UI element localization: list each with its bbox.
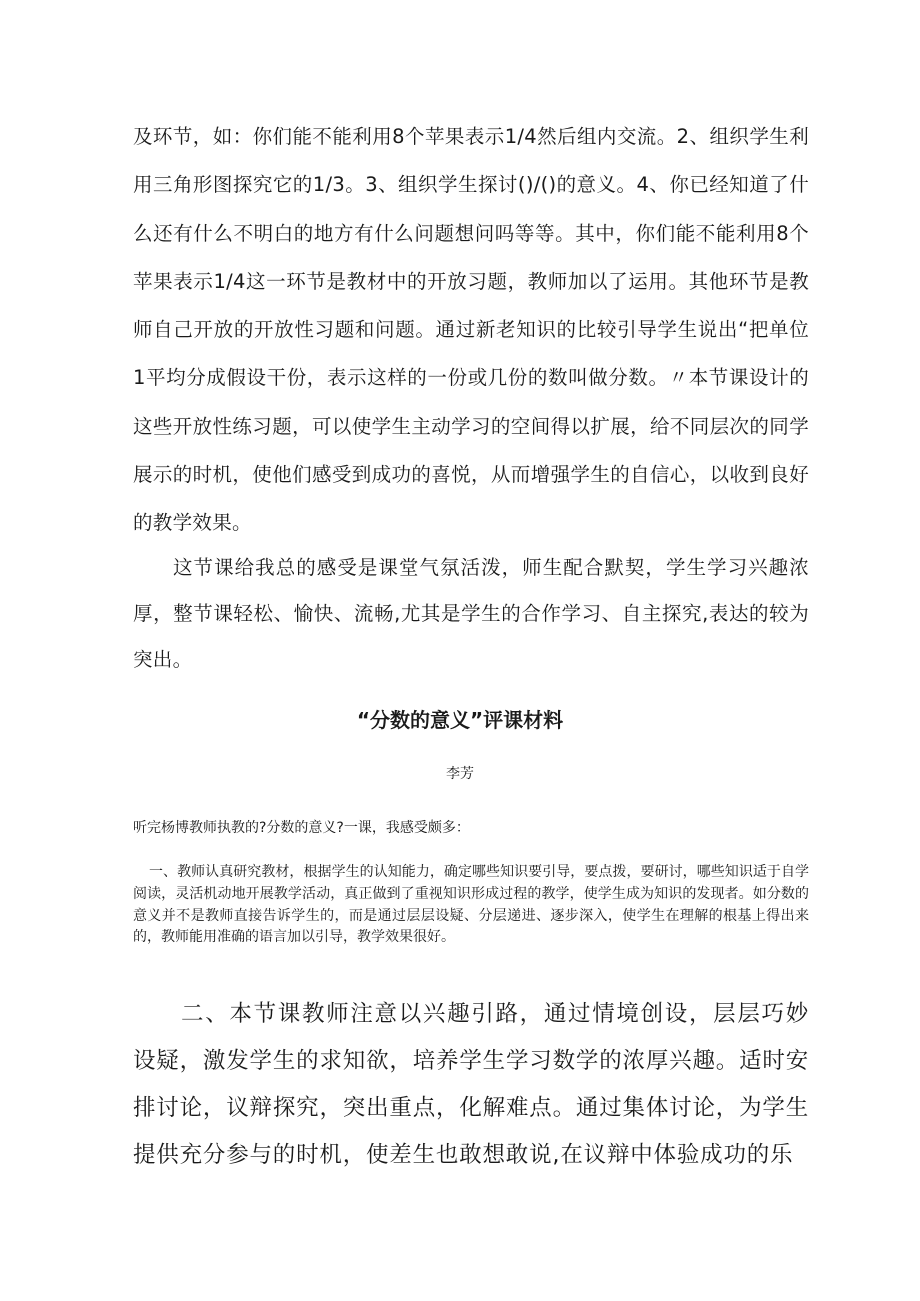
point-1-paragraph: 一、教师认真研究教材，根据学生的认知能力，确定哪些知识要引导，要点拨，要研讨，哪些知识适于自学阅读，灵活机动地开展教学活动，真正做到了重视知识形成过程的教学，使学生成为知识的发现者。如分数的意义并不是教师直接告诉学生的，而是通过层层设疑、分层递进、逐步深入，使学生在理解的根基上得出来的，教师能用准确的语言加以引导，教学效果很好。 [133, 864, 809, 946]
point-2-paragraph: 二、本节课教师注意以兴趣引路，通过情境创设，层层巧妙设疑，激发学生的求知欲，培养学生学习数学的浓厚兴趣。适时安排讨论，议辩探究，突出重点，化解难点。通过集体讨论，为学生提供充分参与的时机，使差生也敢想敢说,在议辩中体验成功的乐 [133, 1001, 809, 1168]
author-name: 李芳 [446, 766, 474, 782]
body-paragraph-2: 这节课给我总的感受是课堂气氛活泼，师生配合默契，学生学习兴趣浓厚，整节课轻松、愉快、流畅,尤其是学生的合作学习、自主探究,表达的较为突出。 [133, 556, 809, 671]
body-paragraph-1: 及环节，如：你们能不能利用8个苹果表示1/4然后组内交流。2、组织学生利用三角形图探究它的1/3。3、组织学生探讨()/()的意义。4、你已经知道了什么还有什么不明白的地方有什么问题想问吗等等。其中，你们能不能利用8个苹果表示1/4这一环节是教材中的开放习题，教师加以了运用。其他环节是教师自己开放的开放性习题和问题。通过新老知识的比较引导学生说出“把单位1平均分成假设干份，表示这样的一份或几份的数叫做分数。〃本节课设计的这些开放性练习题，可以使学生主动学习的空间得以扩展，给不同层次的同学展示的时机，使他们感受到成功的喜悦，从而增强学生的自信心，以收到良好的教学效果。 [133, 125, 809, 535]
section-title: “分数的意义”评课材料 [356, 708, 564, 732]
intro-sentence: 听完杨博教师执教的?分数的意义?一课，我感受颇多： [133, 820, 470, 836]
